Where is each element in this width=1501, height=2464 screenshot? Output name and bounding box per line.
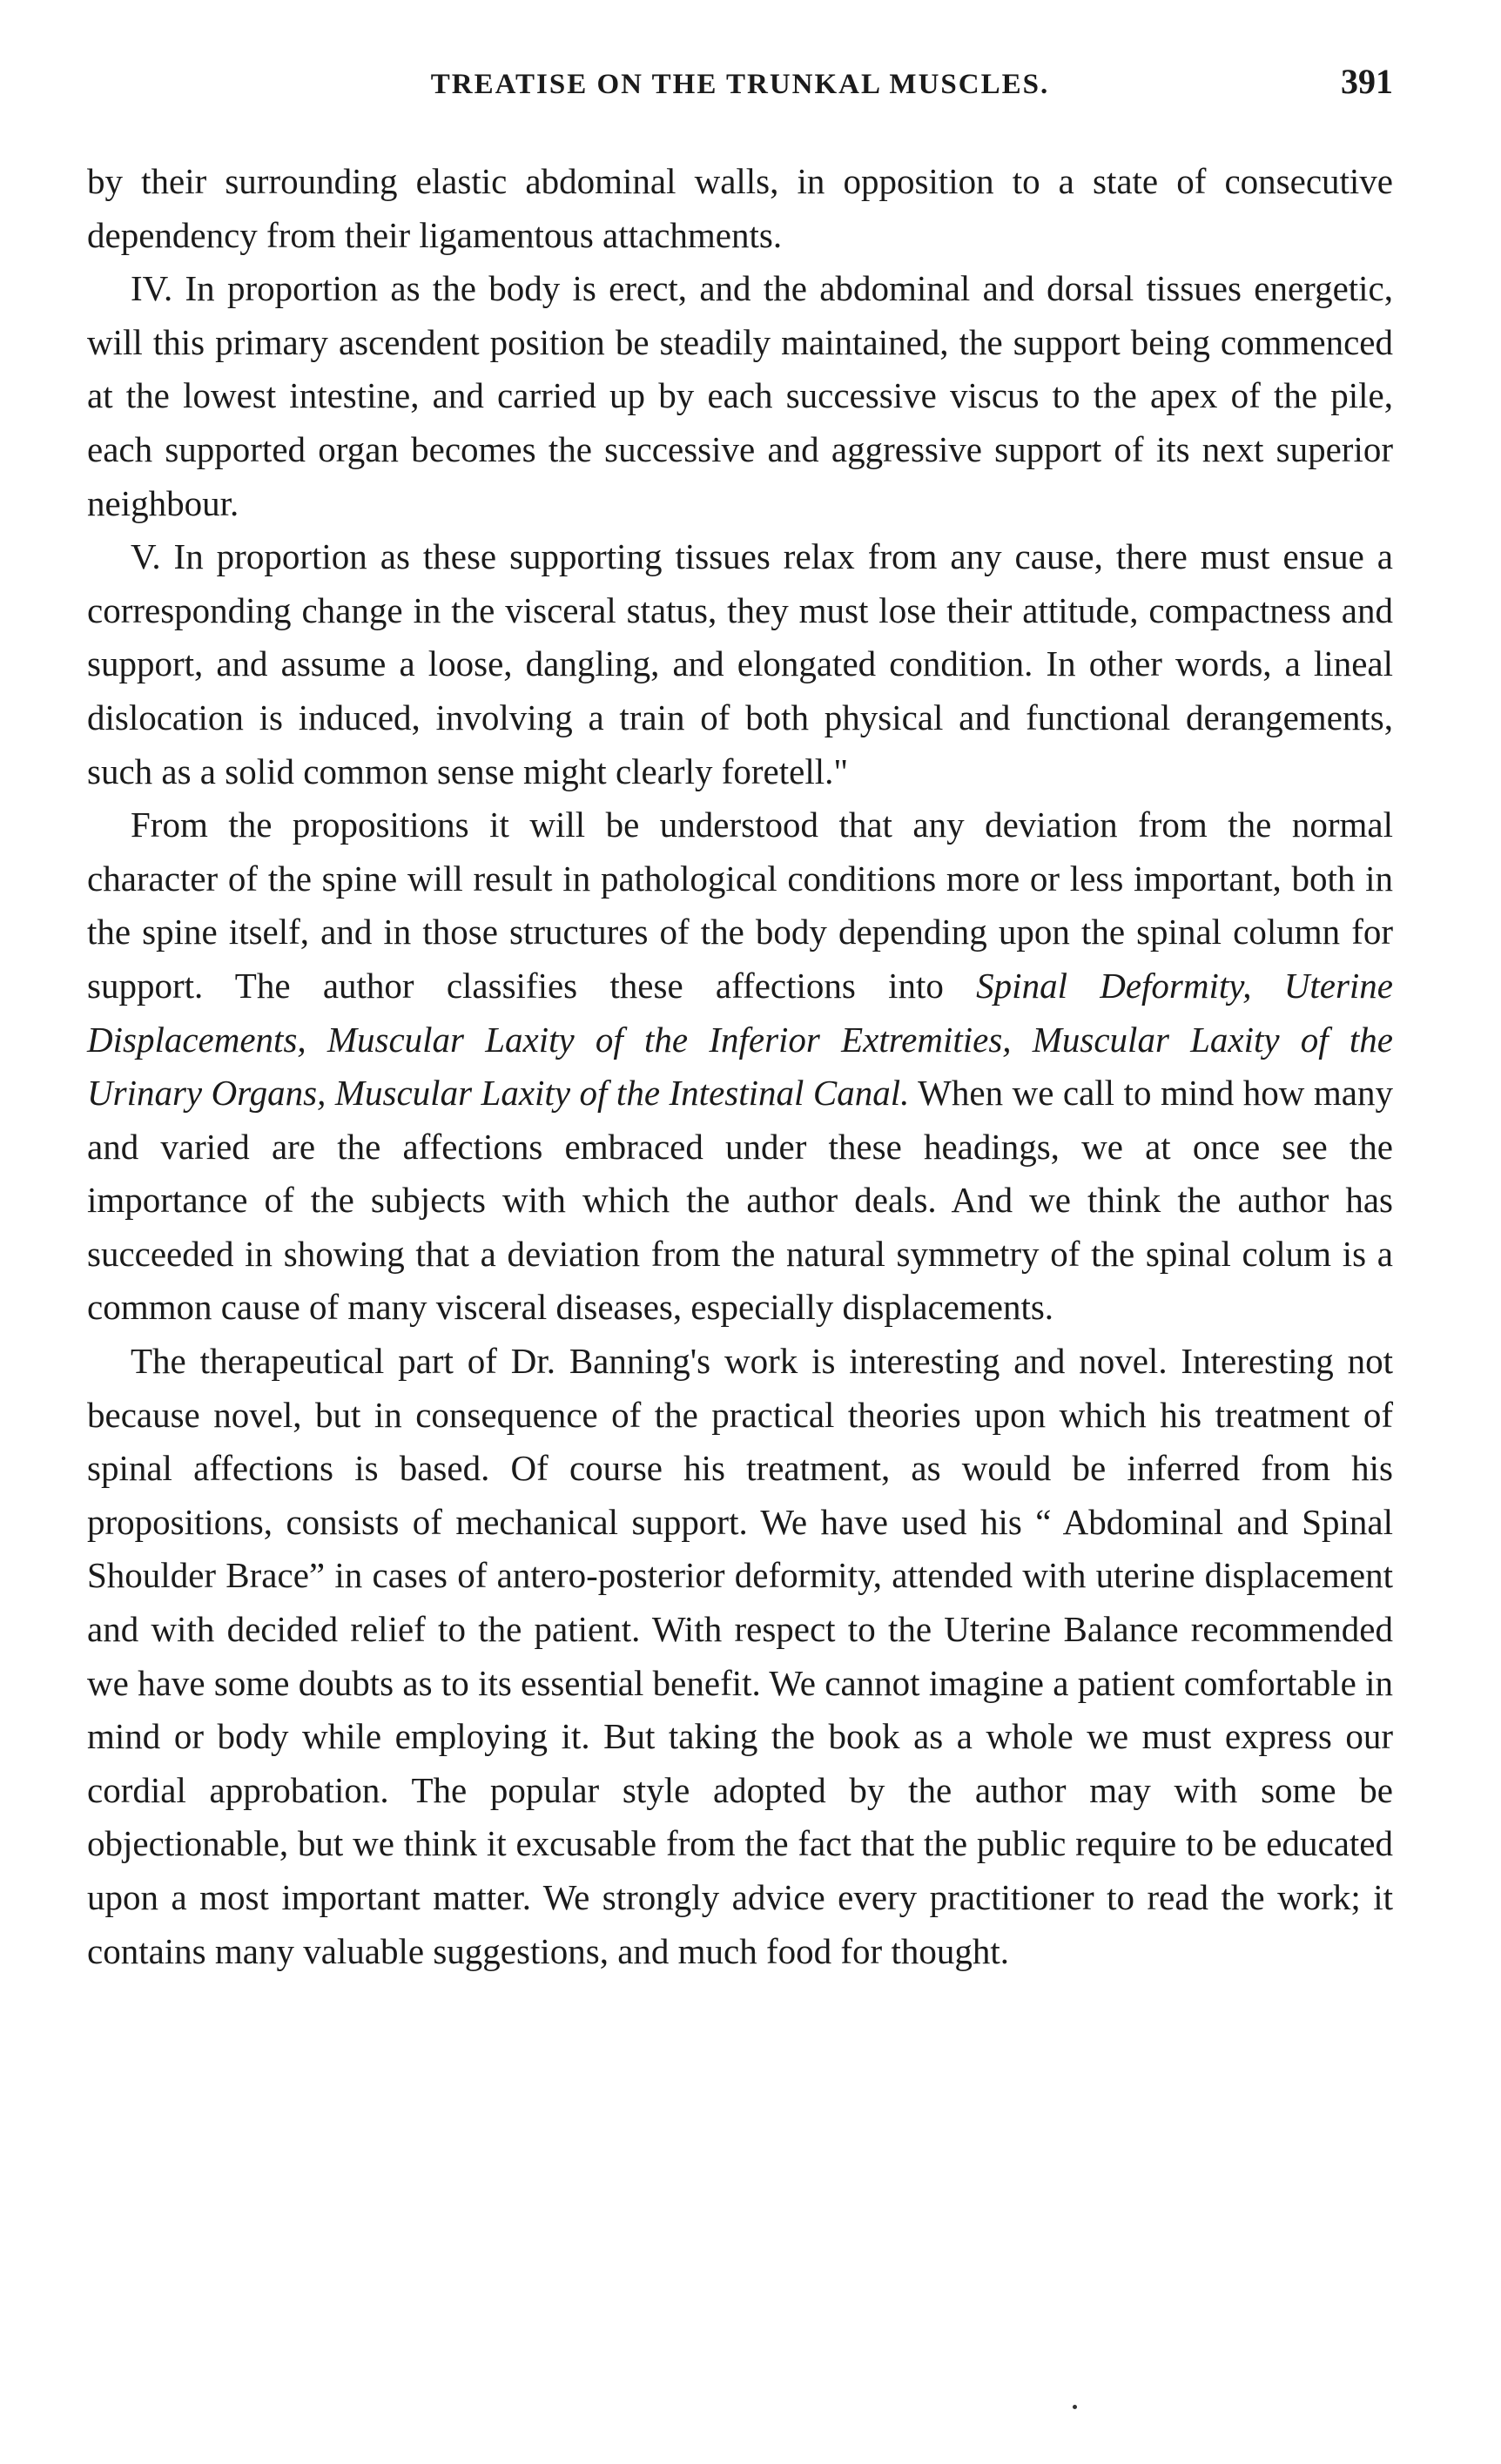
stray-dot-mark (1073, 2405, 1077, 2409)
paragraph-proposition-v: V. In proportion as these supporting tissues relax from any cause, there must ensue a corresponding change in the visceral status, they must lose their attitude, compactness and support, and assume a loose, dangling, and elongated condition. In other words, a lineal dislocation is induced, involving a train of both physical and functional derangements, such as a solid common sense might clearly foretell." (87, 536, 1393, 791)
paragraph-proposition-iv: IV. In proportion as the body is erect, and the abdominal and dorsal tissues energetic, will this primary ascendent position be steadily maintained, the support being commenced at the lowest intestine, and carried up by each successive viscus to the apex of the pile, each supported organ becomes the successive and aggressive support of its next superior neighbour. (87, 268, 1393, 523)
running-head (87, 61, 1393, 124)
page-number: 391 (1341, 62, 1393, 101)
paragraph-classification (87, 798, 1393, 1335)
book-page (87, 61, 1393, 2429)
body-text (87, 155, 1393, 1978)
affection-categories-italic: Spinal Deformity, Uterine Displacements, Muscular Laxity of the Inferior Extremities, Muscular Laxity of the Urinary Organs, Muscular Laxity of the Intestinal Canal. (87, 965, 1393, 1114)
paragraph-therapeutics: The therapeutical part of Dr. Banning's work is interesting and novel. Interesting not because novel, but in consequence of the practical theories upon which his treatment of spinal affections is based. Of course his treatment, as would be inferred from his propositions, consists of mechanical support. We have used his “ Abdominal and Spinal Shoulder Brace” in cases of antero-posterior deformity, attended with uterine displacement and with decided relief to the patient. With respect to the Uterine Balance recommended we have some doubts as to its essential benefit. We cannot imagine a patient comfortable in mind or body while employing it. But taking the book as a whole we must express our cordial approbation. The popular style adopted by the author may with some be objectionable, but we think it excusable from the fact that the public require to be educated upon a most important matter. We strongly advice every practitioner to read the work; it contains many valuable suggestions, and much food for thought. (87, 1341, 1393, 1971)
classification-intro-text: From the propositions it will be understood that any deviation from the normal character of the spine will result in pathological conditions more or less important, both in the spine itself, and in those structures of the body depending upon the spinal column for support. The author classifies these affections into (87, 805, 1393, 1006)
paragraph-continuation: by their surrounding elastic abdominal walls, in opposition to a state of consecutive dependency from their ligamentous attachments. (87, 161, 1393, 255)
classification-closing-text: When we call to mind how many and varied are the affections embraced under these headings, we at once see the importance of the subjects with which the author deals. And we think the author has succeeded in showing that a deviation from the natural symmetry of the spinal colum is a common cause of many visceral diseases, especially displacements. (87, 1073, 1393, 1328)
running-title: TREATISE ON THE TRUNKAL MUSCLES. (430, 69, 1050, 100)
